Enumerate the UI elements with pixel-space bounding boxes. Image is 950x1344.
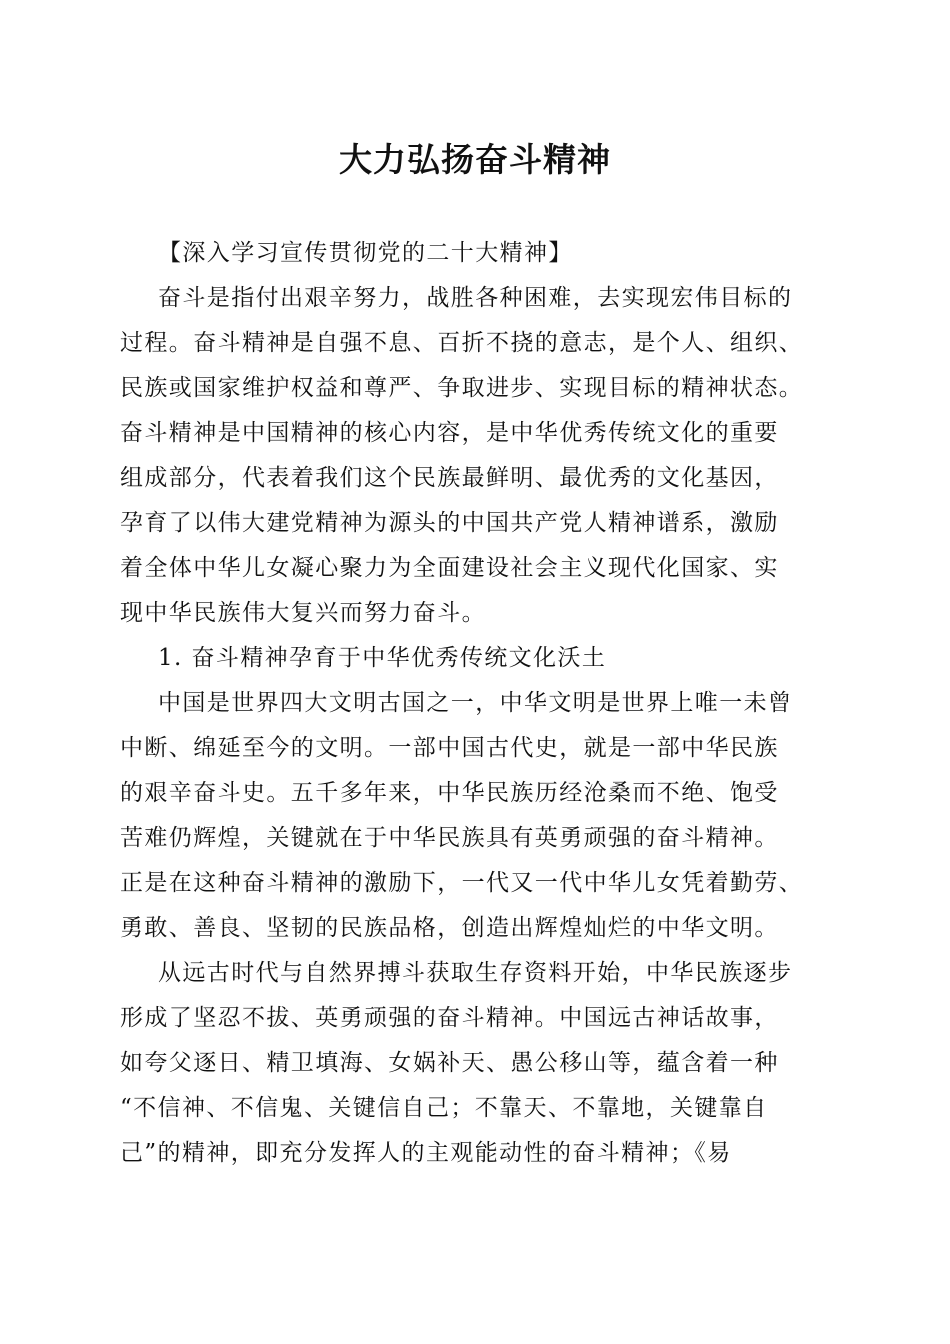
paragraph-line: 如夸父逐日、精卫填海、女娲补天、愚公移山等，蕴含着一种 [120,1050,779,1076]
paragraph-line: 奋斗是指付出艰辛努力，战胜各种困难，去实现宏伟目标的 [158,285,793,311]
paragraph-3 [120,951,832,1176]
paragraph-2 [120,681,832,951]
paragraph-line: 勇敢、善良、坚韧的民族品格，创造出辉煌灿烂的中华文明。 [120,915,779,941]
paragraph-line: 形成了坚忍不拔、英勇顽强的奋斗精神。中国远古神话故事， [120,1005,779,1031]
paragraph-line: 苦难仍辉煌，关键就在于中华民族具有英勇顽强的奋斗精神。 [120,825,779,851]
subtitle: 【深入学习宣传贯彻党的二十大精神】 [158,240,573,266]
document-body [120,231,832,1176]
section-1-heading: 1. 奋斗精神孕育于中华优秀传统文化沃土 [158,645,607,671]
paragraph-line: 的艰辛奋斗史。五千多年来，中华民族历经沧桑而不绝、饱受 [120,780,779,806]
paragraph-line: 从远古时代与自然界搏斗获取生存资料开始，中华民族逐步 [158,960,793,986]
paragraph-line: 己”的精神，即充分发挥人的主观能动性的奋斗精神；《易 [120,1140,732,1166]
paragraph-line: 中断、绵延至今的文明。一部中国古代史，就是一部中华民族 [120,735,779,761]
paragraph-line: 奋斗精神是中国精神的核心内容，是中华优秀传统文化的重要 [120,420,779,446]
paragraph-line: 民族或国家维护权益和尊严、争取进步、实现目标的精神状态。 [120,375,804,401]
paragraph-line: 现中华民族伟大复兴而努力奋斗。 [120,600,486,626]
paragraph-line: 中国是世界四大文明古国之一，中华文明是世界上唯一未曾 [158,690,793,716]
paragraph-line: 过程。奋斗精神是自强不息、百折不挠的意志，是个人、组织、 [120,330,804,356]
paragraph-line: 着全体中华儿女凝心聚力为全面建设社会主义现代化国家、实 [120,555,779,581]
paragraph-line: 孕育了以伟大建党精神为源头的中国共产党人精神谱系，激励 [120,510,779,536]
paragraph-line: 正是在这种奋斗精神的激励下，一代又一代中华儿女凭着勤劳、 [120,870,804,896]
paragraph-line: “不信神、不信鬼、关键信自己；不靠天、不靠地，关键靠自 [120,1095,768,1121]
paragraph-line: 组成部分，代表着我们这个民族最鲜明、最优秀的文化基因， [120,465,779,491]
paragraph-1 [120,276,832,636]
document-title: 大力弘扬奋斗精神 [339,140,611,179]
